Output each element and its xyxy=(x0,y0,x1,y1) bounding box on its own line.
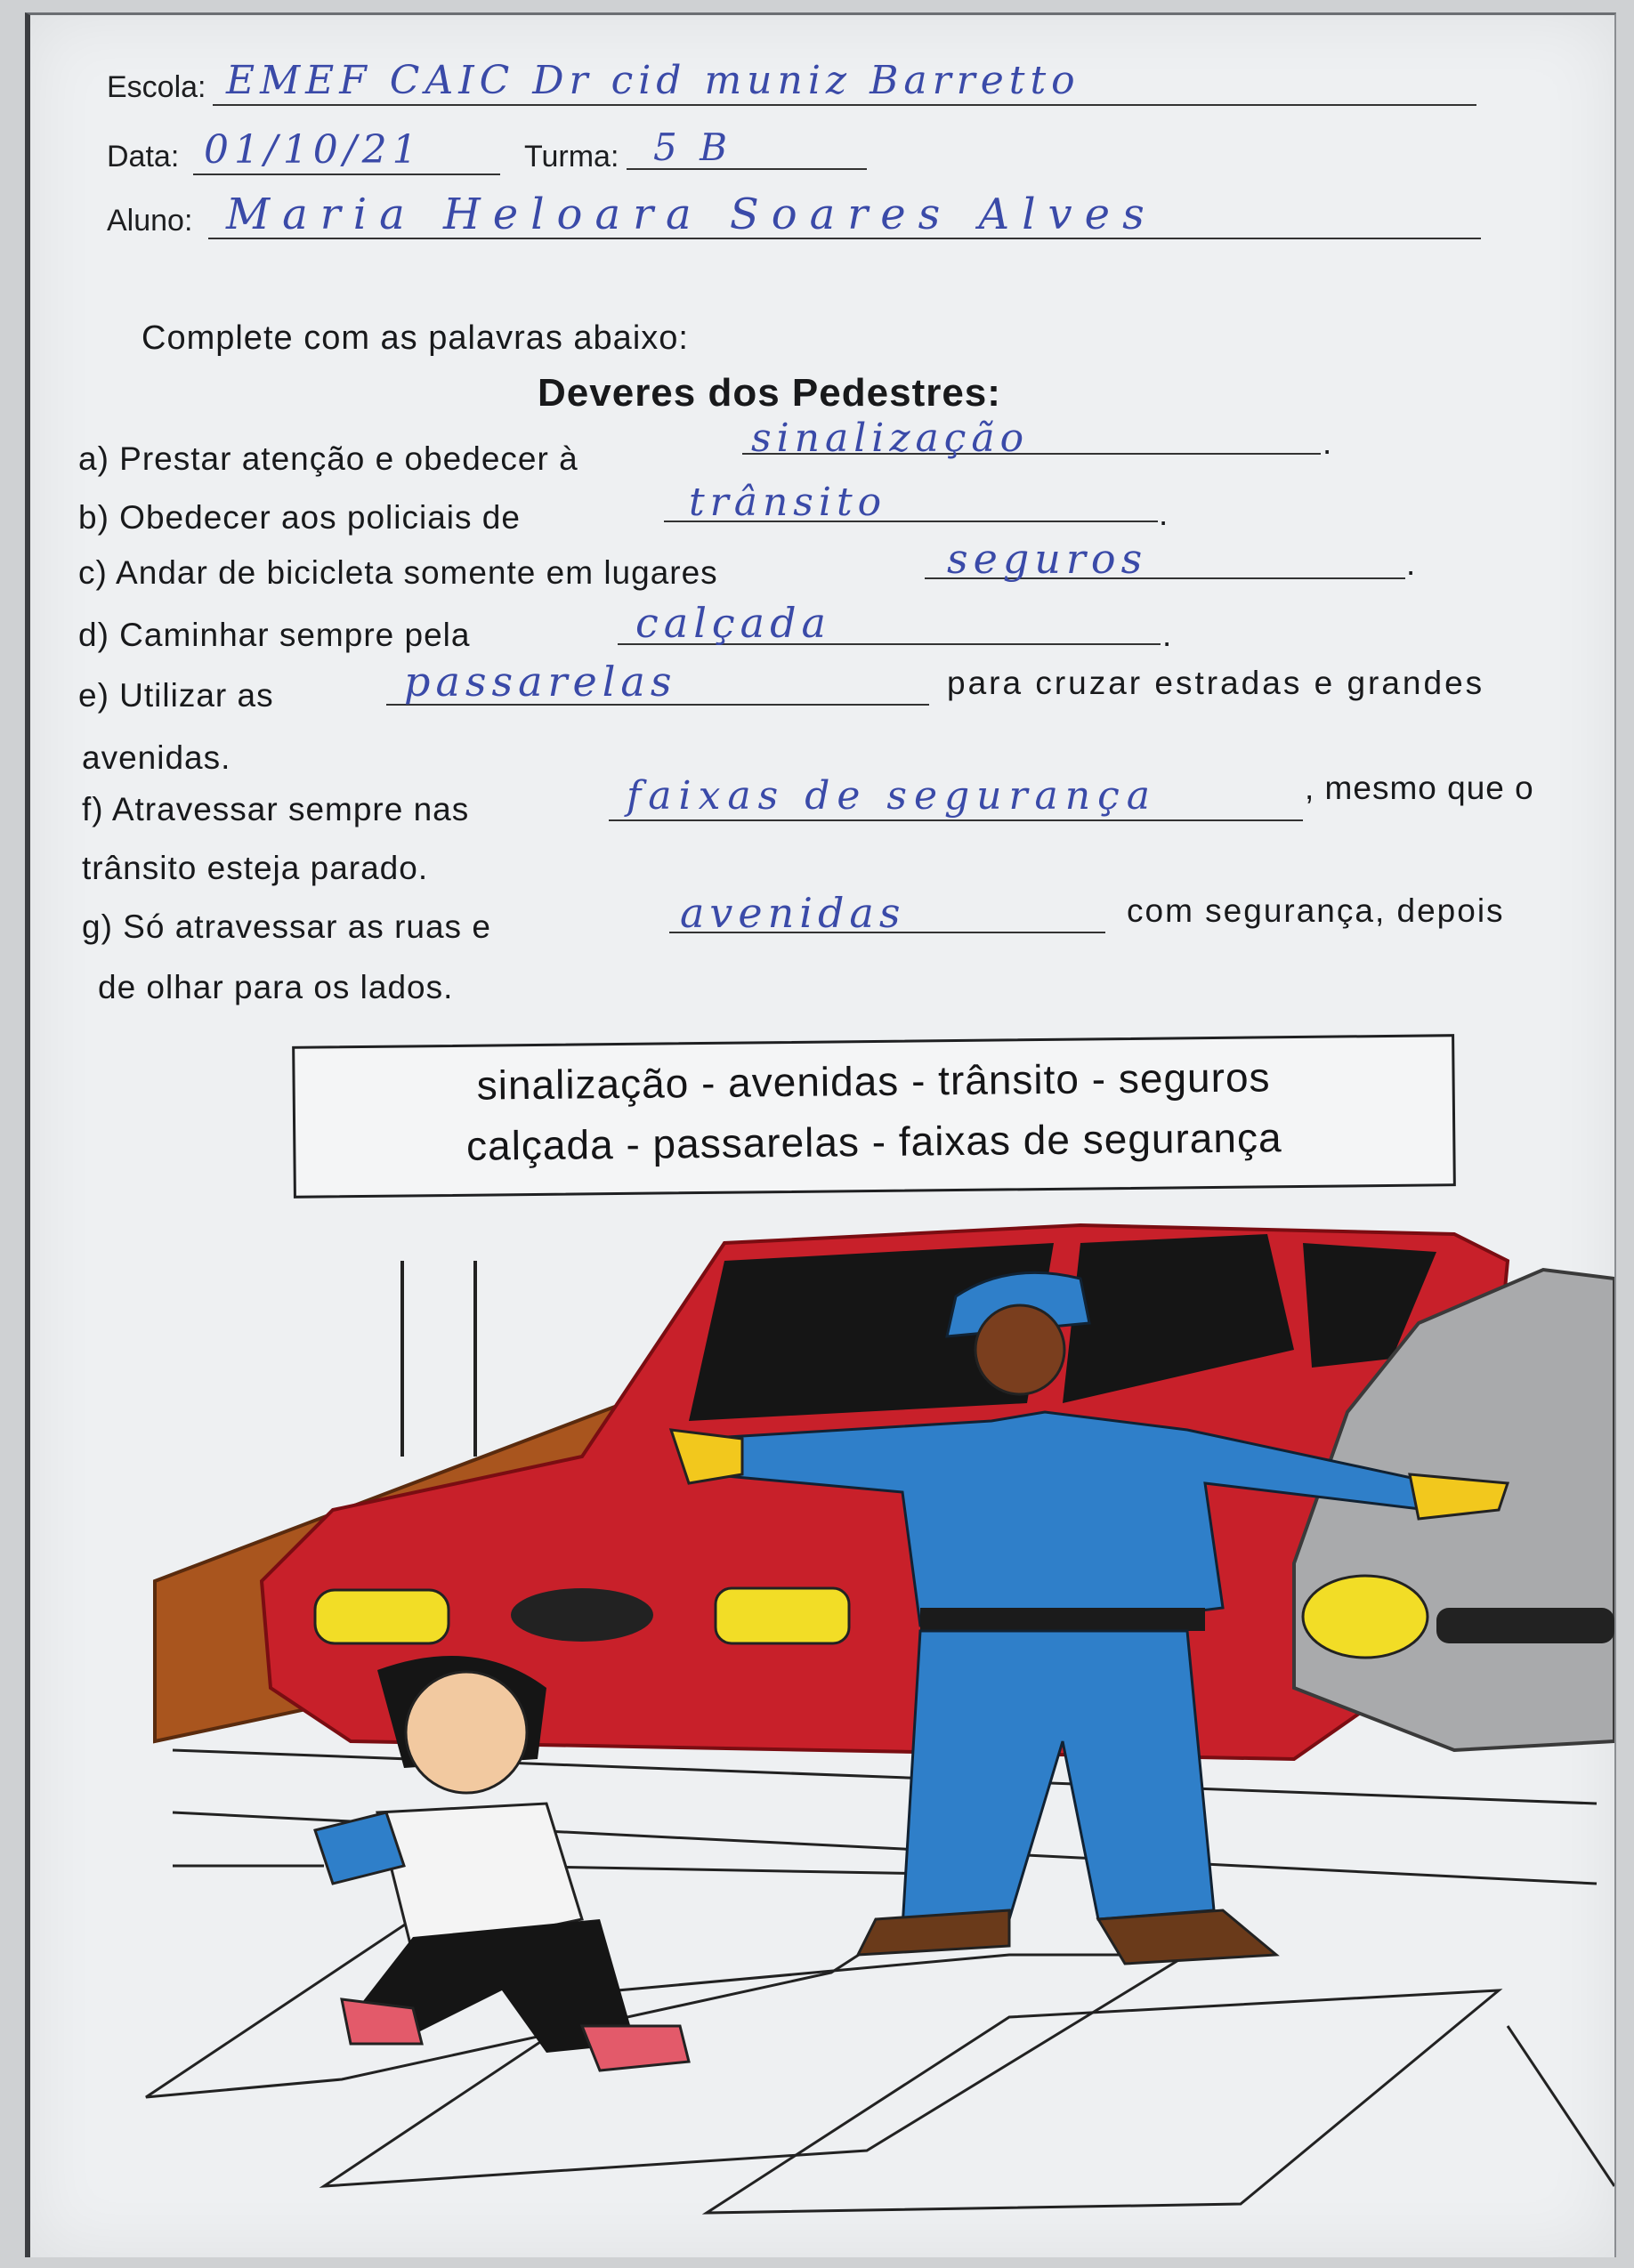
word-bank-box xyxy=(292,1034,1456,1199)
escola-label: Escola: xyxy=(107,70,206,104)
question-a-answer: sinalização xyxy=(751,416,1030,461)
question-f-suffix: , mesmo que o xyxy=(1305,770,1534,806)
question-e-continuation: avenidas. xyxy=(82,739,231,776)
word-bank-line-2: calçada - passarelas - faixas de segurança xyxy=(465,1114,1282,1169)
question-b-period: . xyxy=(1159,496,1169,532)
question-e-text: e) Utilizar as xyxy=(78,677,274,714)
question-g-answer: avenidas xyxy=(680,889,906,937)
escola-answer: EMEF CAIC Dr cid muniz Barretto xyxy=(226,58,1080,103)
data-answer: 01/10/21 xyxy=(204,127,423,173)
question-e-suffix: para cruzar estradas e grandes xyxy=(947,665,1485,701)
turma-answer: 5 B xyxy=(653,125,732,169)
question-f-continuation: trânsito esteja parado. xyxy=(82,850,429,886)
question-f-text: f) Atravessar sempre nas xyxy=(82,791,470,827)
word-bank-line-1: sinalização - avenidas - trânsito - seguros xyxy=(476,1053,1271,1109)
instructions: Complete com as palavras abaixo: xyxy=(142,319,689,357)
question-c-answer: seguros xyxy=(947,535,1148,583)
question-d-period: . xyxy=(1162,617,1173,653)
question-d-text: d) Caminhar sempre pela xyxy=(78,617,471,653)
question-f-line xyxy=(609,819,1303,821)
escola-line xyxy=(213,104,1476,106)
turma-label: Turma: xyxy=(524,140,619,174)
question-c-period: . xyxy=(1406,545,1417,582)
question-a-text: a) Prestar atenção e obedecer à xyxy=(78,440,578,477)
question-d-answer: calçada xyxy=(635,599,831,647)
question-c-text: c) Andar de bicicleta somente em lugares xyxy=(78,554,718,591)
data-line xyxy=(193,174,500,175)
question-f-answer: faixas de segurança xyxy=(627,773,1157,819)
question-g-continuation: de olhar para os lados. xyxy=(98,969,454,1005)
aluno-answer: Maria Heloara Soares Alves xyxy=(226,190,1157,239)
question-g-text: g) Só atravessar as ruas e xyxy=(82,908,491,945)
question-a-period: . xyxy=(1323,424,1333,461)
data-label: Data: xyxy=(107,140,180,174)
worksheet-title: Deveres dos Pedestres: xyxy=(538,371,1001,415)
crosswalk-illustration xyxy=(119,1190,1614,2240)
question-b-answer: trânsito xyxy=(689,480,887,525)
question-b-text: b) Obedecer aos policiais de xyxy=(78,499,521,536)
question-e-answer: passarelas xyxy=(404,658,677,706)
aluno-label: Aluno: xyxy=(107,204,193,238)
question-g-suffix: com segurança, depois xyxy=(1127,892,1505,929)
worksheet xyxy=(25,12,1616,2257)
